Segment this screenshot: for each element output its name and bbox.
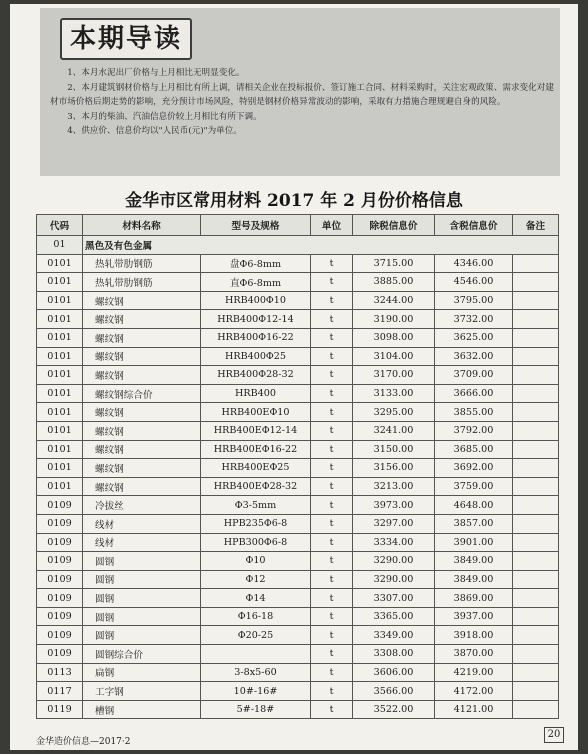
- table-row: [37, 514, 559, 533]
- cell-spec: HPB235Φ6-8: [201, 514, 311, 533]
- cell-remarks: [513, 533, 559, 552]
- cell-gross-price: 3625.00: [435, 328, 513, 347]
- cell-spec: HPB300Φ6-8: [201, 533, 311, 552]
- cell-remarks: [513, 552, 559, 571]
- cell-remarks: [513, 607, 559, 626]
- cell-remarks: [513, 440, 559, 459]
- cell-code: 0109: [37, 645, 83, 664]
- cell-material-name: 螺纹钢: [83, 347, 201, 366]
- cell-code: 0109: [37, 552, 83, 571]
- cell-remarks: [513, 366, 559, 385]
- cell-net-price: 3190.00: [353, 310, 435, 329]
- cell-code: 0109: [37, 589, 83, 608]
- header-gross-price: 含税信息价: [435, 215, 513, 236]
- cell-net-price: 3297.00: [353, 514, 435, 533]
- cell-code: 0101: [37, 403, 83, 422]
- cell-gross-price: 3732.00: [435, 310, 513, 329]
- price-table: [36, 214, 559, 719]
- table-row: [37, 254, 559, 273]
- cell-code: 0109: [37, 496, 83, 515]
- cell-material-name: 圆钢: [83, 589, 201, 608]
- guide-paragraph: 3、本月的柴油、汽油信息价较上月相比有所下调。: [67, 111, 262, 122]
- cell-net-price: 3295.00: [353, 403, 435, 422]
- cell-spec: 5#-18#: [201, 700, 311, 719]
- cell-unit: t: [311, 440, 353, 459]
- header-remarks: 备注: [513, 215, 559, 236]
- cell-gross-price: 4172.00: [435, 682, 513, 701]
- cell-remarks: [513, 384, 559, 403]
- cell-net-price: 3365.00: [353, 607, 435, 626]
- cell-unit: t: [311, 366, 353, 385]
- header-material-name: 材料名称: [83, 215, 201, 236]
- cell-material-name: 圆钢综合价: [83, 645, 201, 664]
- cell-code: 0101: [37, 459, 83, 478]
- cell-material-name: 圆钢: [83, 607, 201, 626]
- cell-gross-price: 3849.00: [435, 570, 513, 589]
- cell-unit: t: [311, 273, 353, 292]
- cell-gross-price: 3792.00: [435, 421, 513, 440]
- cell-remarks: [513, 347, 559, 366]
- cell-remarks: [513, 310, 559, 329]
- cell-unit: t: [311, 477, 353, 496]
- category-code: 01: [37, 236, 83, 255]
- table-row: [37, 700, 559, 719]
- cell-spec: HRB400EΦ25: [201, 459, 311, 478]
- header-spec: 型号及规格: [201, 215, 311, 236]
- cell-code: 0109: [37, 570, 83, 589]
- cell-material-name: 螺纹钢: [83, 421, 201, 440]
- table-row: [37, 310, 559, 329]
- cell-spec: HRB400Φ10: [201, 291, 311, 310]
- cell-material-name: 螺纹钢: [83, 291, 201, 310]
- cell-gross-price: 4219.00: [435, 663, 513, 682]
- table-row: [37, 589, 559, 608]
- cell-remarks: [513, 273, 559, 292]
- cell-net-price: 3307.00: [353, 589, 435, 608]
- cell-unit: t: [311, 514, 353, 533]
- cell-material-name: 圆钢: [83, 570, 201, 589]
- cell-material-name: 螺纹钢: [83, 440, 201, 459]
- cell-code: 0101: [37, 310, 83, 329]
- cell-code: 0109: [37, 607, 83, 626]
- cell-gross-price: 3709.00: [435, 366, 513, 385]
- table-row: [37, 440, 559, 459]
- page-number: 20: [544, 727, 564, 743]
- cell-unit: t: [311, 700, 353, 719]
- table-row: [37, 552, 559, 571]
- guide-box: [40, 8, 560, 176]
- cell-spec: Φ16-18: [201, 607, 311, 626]
- guide-paragraph: 2、本月建筑钢材价格与上月相比有所上调，请相关企业在投标报价、签订施工合同、材料采购时，关注宏观政策、需求变化对建材市场价格后期走势的影响，充分预计市场风险，特别是钢材价格异常波动的影响，采取有力措施合理规避自身的风险。: [50, 82, 554, 107]
- cell-unit: t: [311, 682, 353, 701]
- cell-spec: 盘Φ6-8mm: [201, 254, 311, 273]
- cell-material-name: 圆钢: [83, 552, 201, 571]
- cell-gross-price: 3632.00: [435, 347, 513, 366]
- cell-net-price: 3566.00: [353, 682, 435, 701]
- cell-remarks: [513, 421, 559, 440]
- cell-unit: t: [311, 496, 353, 515]
- cell-gross-price: 3685.00: [435, 440, 513, 459]
- cell-spec: 直Φ6-8mm: [201, 273, 311, 292]
- cell-unit: t: [311, 645, 353, 664]
- cell-spec: Φ3-5mm: [201, 496, 311, 515]
- cell-gross-price: 3759.00: [435, 477, 513, 496]
- cell-net-price: 3133.00: [353, 384, 435, 403]
- cell-net-price: 3715.00: [353, 254, 435, 273]
- cell-unit: t: [311, 384, 353, 403]
- table-row: [37, 682, 559, 701]
- cell-spec: HRB400Φ28-32: [201, 366, 311, 385]
- cell-net-price: 3973.00: [353, 496, 435, 515]
- cell-unit: t: [311, 403, 353, 422]
- cell-gross-price: 3869.00: [435, 589, 513, 608]
- guide-title: 本期导读: [60, 18, 192, 60]
- cell-unit: t: [311, 310, 353, 329]
- cell-net-price: 3290.00: [353, 570, 435, 589]
- cell-code: 0113: [37, 663, 83, 682]
- cell-remarks: [513, 328, 559, 347]
- cell-unit: t: [311, 570, 353, 589]
- cell-gross-price: 4546.00: [435, 273, 513, 292]
- cell-remarks: [513, 254, 559, 273]
- cell-unit: t: [311, 291, 353, 310]
- table-row: [37, 384, 559, 403]
- cell-material-name: 热轧带肋钢筋: [83, 254, 201, 273]
- cell-gross-price: 3849.00: [435, 552, 513, 571]
- table-row: [37, 533, 559, 552]
- cell-gross-price: 4346.00: [435, 254, 513, 273]
- cell-net-price: 3244.00: [353, 291, 435, 310]
- cell-net-price: 3290.00: [353, 552, 435, 571]
- cell-unit: t: [311, 328, 353, 347]
- cell-unit: t: [311, 533, 353, 552]
- cell-unit: t: [311, 607, 353, 626]
- cell-material-name: 螺纹钢: [83, 310, 201, 329]
- cell-material-name: 冷拔丝: [83, 496, 201, 515]
- cell-code: 0119: [37, 700, 83, 719]
- cell-net-price: 3885.00: [353, 273, 435, 292]
- cell-material-name: 螺纹钢: [83, 403, 201, 422]
- cell-spec: [201, 645, 311, 664]
- cell-spec: HRB400EΦ16-22: [201, 440, 311, 459]
- cell-spec: HRB400: [201, 384, 311, 403]
- cell-code: 0101: [37, 347, 83, 366]
- cell-unit: t: [311, 347, 353, 366]
- cell-net-price: 3104.00: [353, 347, 435, 366]
- cell-gross-price: 3901.00: [435, 533, 513, 552]
- publication-footer: 金华造价信息—2017·2: [36, 737, 131, 747]
- table-row: [37, 328, 559, 347]
- cell-unit: t: [311, 663, 353, 682]
- cell-material-name: 热轧带肋钢筋: [83, 273, 201, 292]
- cell-code: 0101: [37, 366, 83, 385]
- cell-code: 0101: [37, 421, 83, 440]
- cell-material-name: 螺纹钢: [83, 366, 201, 385]
- header-code: 代码: [37, 215, 83, 236]
- cell-material-name: 螺纹钢: [83, 459, 201, 478]
- table-row: [37, 291, 559, 310]
- table-row: [37, 366, 559, 385]
- cell-remarks: [513, 496, 559, 515]
- cell-code: 0117: [37, 682, 83, 701]
- cell-code: 0101: [37, 273, 83, 292]
- cell-net-price: 3241.00: [353, 421, 435, 440]
- cell-spec: HRB400Φ12-14: [201, 310, 311, 329]
- cell-material-name: 线材: [83, 533, 201, 552]
- table-row: [37, 347, 559, 366]
- category-row: [37, 236, 559, 255]
- cell-code: 0101: [37, 328, 83, 347]
- cell-net-price: 3606.00: [353, 663, 435, 682]
- cell-spec: HRB400EΦ12-14: [201, 421, 311, 440]
- cell-net-price: 3170.00: [353, 366, 435, 385]
- cell-code: 0101: [37, 384, 83, 403]
- cell-material-name: 圆钢: [83, 626, 201, 645]
- cell-material-name: 线材: [83, 514, 201, 533]
- cell-code: 0109: [37, 533, 83, 552]
- guide-body: [50, 66, 555, 139]
- cell-gross-price: 3666.00: [435, 384, 513, 403]
- table-row: [37, 607, 559, 626]
- cell-spec: HRB400EΦ28-32: [201, 477, 311, 496]
- cell-gross-price: 4121.00: [435, 700, 513, 719]
- cell-material-name: 螺纹钢: [83, 477, 201, 496]
- cell-net-price: 3156.00: [353, 459, 435, 478]
- table-row: [37, 663, 559, 682]
- cell-spec: HRB400EΦ10: [201, 403, 311, 422]
- cell-code: 0101: [37, 477, 83, 496]
- table-row: [37, 626, 559, 645]
- header-net-price: 除税信息价: [353, 215, 435, 236]
- table-row: [37, 273, 559, 292]
- cell-gross-price: 3937.00: [435, 607, 513, 626]
- cell-spec: HRB400Φ25: [201, 347, 311, 366]
- cell-gross-price: 3857.00: [435, 514, 513, 533]
- table-header-row: [37, 215, 559, 236]
- cell-remarks: [513, 589, 559, 608]
- cell-net-price: 3308.00: [353, 645, 435, 664]
- cell-remarks: [513, 459, 559, 478]
- cell-material-name: 螺纹钢综合价: [83, 384, 201, 403]
- cell-gross-price: 3692.00: [435, 459, 513, 478]
- cell-spec: 3-8x5-60: [201, 663, 311, 682]
- cell-gross-price: 3855.00: [435, 403, 513, 422]
- guide-paragraph: 1、本月水泥出厂价格与上月相比无明显变化。: [67, 68, 245, 78]
- cell-code: 0101: [37, 440, 83, 459]
- document-title: 金华市区常用材料 2017 年 2 月份价格信息: [125, 191, 463, 211]
- category-name: 黑色及有色金属: [83, 236, 559, 255]
- cell-net-price: 3098.00: [353, 328, 435, 347]
- cell-unit: t: [311, 459, 353, 478]
- cell-code: 0101: [37, 254, 83, 273]
- page: [10, 4, 578, 750]
- cell-net-price: 3522.00: [353, 700, 435, 719]
- guide-paragraph: 4、供应价、信息价均以"人民币(元)"为单位。: [67, 126, 242, 136]
- cell-gross-price: 3870.00: [435, 645, 513, 664]
- cell-unit: t: [311, 589, 353, 608]
- cell-gross-price: 3918.00: [435, 626, 513, 645]
- cell-material-name: 槽钢: [83, 700, 201, 719]
- cell-material-name: 扁钢: [83, 663, 201, 682]
- cell-net-price: 3349.00: [353, 626, 435, 645]
- cell-unit: t: [311, 552, 353, 571]
- cell-spec: Φ20-25: [201, 626, 311, 645]
- cell-code: 0109: [37, 514, 83, 533]
- cell-code: 0109: [37, 626, 83, 645]
- cell-remarks: [513, 682, 559, 701]
- table-row: [37, 459, 559, 478]
- table-row: [37, 403, 559, 422]
- cell-spec: Φ10: [201, 552, 311, 571]
- cell-net-price: 3213.00: [353, 477, 435, 496]
- cell-remarks: [513, 663, 559, 682]
- cell-net-price: 3150.00: [353, 440, 435, 459]
- table-row: [37, 421, 559, 440]
- cell-remarks: [513, 403, 559, 422]
- cell-code: 0101: [37, 291, 83, 310]
- cell-unit: t: [311, 254, 353, 273]
- cell-spec: Φ14: [201, 589, 311, 608]
- cell-remarks: [513, 645, 559, 664]
- cell-remarks: [513, 477, 559, 496]
- cell-gross-price: 4648.00: [435, 496, 513, 515]
- table-row: [37, 645, 559, 664]
- cell-material-name: 螺纹钢: [83, 328, 201, 347]
- cell-unit: t: [311, 421, 353, 440]
- cell-remarks: [513, 700, 559, 719]
- cell-gross-price: 3795.00: [435, 291, 513, 310]
- table-row: [37, 570, 559, 589]
- table-body: [37, 236, 559, 719]
- table-row: [37, 496, 559, 515]
- cell-spec: HRB400Φ16-22: [201, 328, 311, 347]
- cell-spec: Φ12: [201, 570, 311, 589]
- cell-spec: 10#-16#: [201, 682, 311, 701]
- cell-net-price: 3334.00: [353, 533, 435, 552]
- cell-material-name: 工字钢: [83, 682, 201, 701]
- cell-remarks: [513, 291, 559, 310]
- cell-remarks: [513, 626, 559, 645]
- header-unit: 单位: [311, 215, 353, 236]
- table-row: [37, 477, 559, 496]
- cell-remarks: [513, 514, 559, 533]
- cell-unit: t: [311, 626, 353, 645]
- cell-remarks: [513, 570, 559, 589]
